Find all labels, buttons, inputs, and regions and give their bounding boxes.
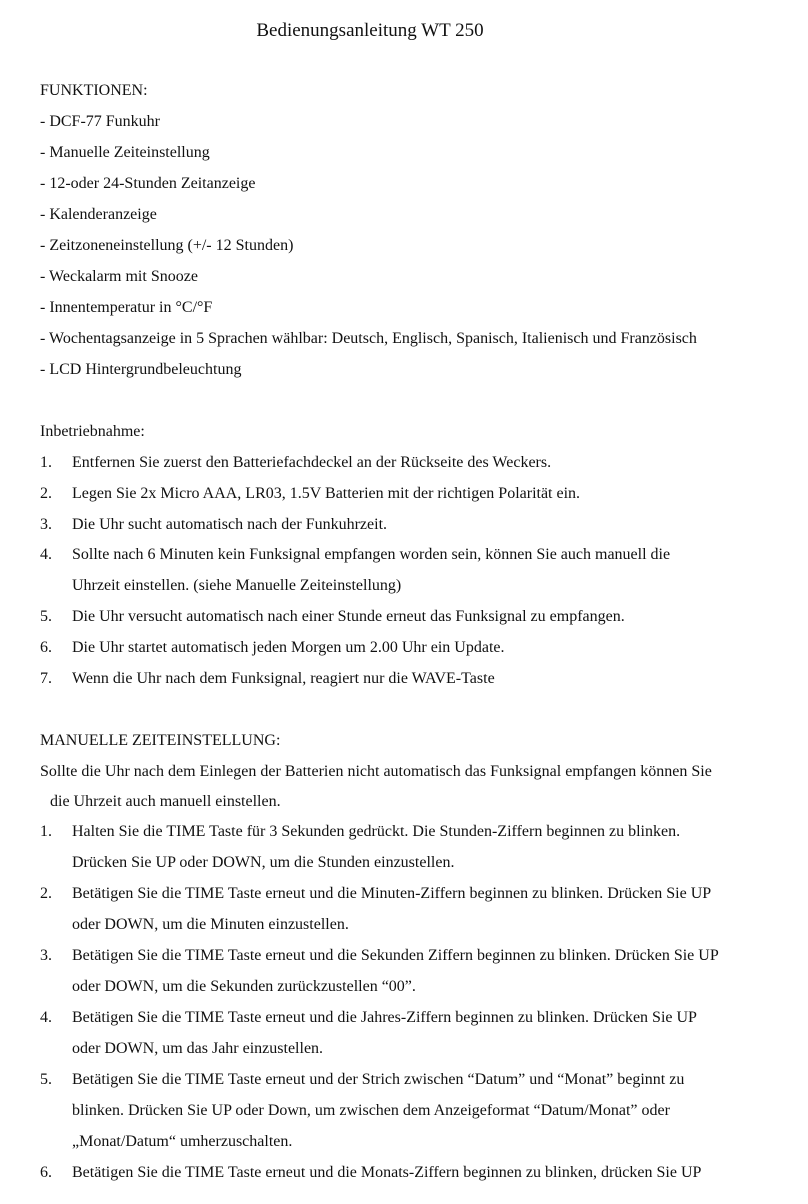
feature-item: - Manuelle Zeiteinstellung [40,144,210,161]
step-text-continued: oder DOWN, um das Jahr einzustellen. [72,1040,324,1057]
feature-item: - Innentemperatur in °C/°F [40,299,213,316]
step-number: 7. [40,670,52,687]
step-number: 1. [40,823,52,840]
funktionen-heading: FUNKTIONEN: [40,82,148,99]
step-text: Betätigen Sie die TIME Taste erneut und die Sekunden Ziffern beginnen zu blinken. Drücken Sie UP [72,947,719,964]
step-text-continued: „Monat/Datum“ umherzuschalten. [72,1133,293,1150]
document-title: Bedienungsanleitung WT 250 [256,20,484,41]
feature-item: - 12-oder 24-Stunden Zeitanzeige [40,175,256,192]
step-text-continued: Uhrzeit einstellen. (siehe Manuelle Zeiteinstellung) [72,577,402,594]
step-text: Die Uhr startet automatisch jeden Morgen um 2.00 Uhr ein Update. [72,639,505,656]
step-number: 1. [40,454,52,471]
step-text: Legen Sie 2x Micro AAA, LR03, 1.5V Batterien mit der richtigen Polarität ein. [72,485,581,502]
step-text: Entfernen Sie zuerst den Batteriefachdeckel an der Rückseite des Weckers. [72,454,552,471]
step-text: Wenn die Uhr nach dem Funksignal, reagiert nur die WAVE-Taste [72,670,495,687]
manuelle-intro: Sollte die Uhr nach dem Einlegen der Batterien nicht automatisch das Funksignal empfangen können Sie [40,763,712,780]
step-text-continued: oder DOWN, um die Minuten einzustellen. [72,916,349,933]
step-number: 6. [40,1164,52,1181]
step-number: 2. [40,885,52,902]
feature-item: - LCD Hintergrundbeleuchtung [40,361,242,378]
step-text: Betätigen Sie die TIME Taste erneut und die Monats-Ziffern beginnen zu blinken, drücken Sie UP [72,1164,702,1181]
step-text-continued: blinken. Drücken Sie UP oder Down, um zwischen dem Anzeigeformat “Datum/Monat” oder [72,1102,670,1119]
step-text: Betätigen Sie die TIME Taste erneut und die Minuten-Ziffern beginnen zu blinken. Drücken Sie UP [72,885,712,902]
manuelle-intro-continued: die Uhrzeit auch manuell einstellen. [50,793,281,810]
step-text: Sollte nach 6 Minuten kein Funksignal empfangen worden sein, können Sie auch manuell die [72,546,671,563]
feature-item: - Weckalarm mit Snooze [40,268,198,285]
manuelle-heading: MANUELLE ZEITEINSTELLUNG: [40,732,281,749]
step-text: Die Uhr versucht automatisch nach einer Stunde erneut das Funksignal zu empfangen. [72,608,625,625]
inbetriebnahme-heading: Inbetriebnahme: [40,423,145,440]
step-text-continued: Drücken Sie UP oder DOWN, um die Stunden einzustellen. [72,854,455,871]
feature-item: - Wochentagsanzeige in 5 Sprachen wählbar: Deutsch, Englisch, Spanisch, Italienisch und Französisch [40,330,697,347]
feature-item: - DCF-77 Funkuhr [40,113,161,130]
step-number: 5. [40,608,52,625]
step-number: 3. [40,947,52,964]
step-number: 6. [40,639,52,656]
feature-item: - Zeitzoneneinstellung (+/- 12 Stunden) [40,237,294,254]
step-number: 2. [40,485,52,502]
step-number: 3. [40,516,52,533]
step-number: 5. [40,1071,52,1088]
step-number: 4. [40,546,52,563]
step-text: Halten Sie die TIME Taste für 3 Sekunden gedrückt. Die Stunden-Ziffern beginnen zu blinken. [72,823,681,840]
step-number: 4. [40,1009,52,1026]
step-text: Betätigen Sie die TIME Taste erneut und der Strich zwischen “Datum” und “Monat” beginnt zu [72,1071,685,1088]
step-text-continued: oder DOWN, um die Sekunden zurückzustellen “00”. [72,978,416,995]
step-text: Betätigen Sie die TIME Taste erneut und die Jahres-Ziffern beginnen zu blinken. Drücken Sie UP [72,1009,697,1026]
feature-item: - Kalenderanzeige [40,206,157,223]
step-text: Die Uhr sucht automatisch nach der Funkuhrzeit. [72,516,388,533]
